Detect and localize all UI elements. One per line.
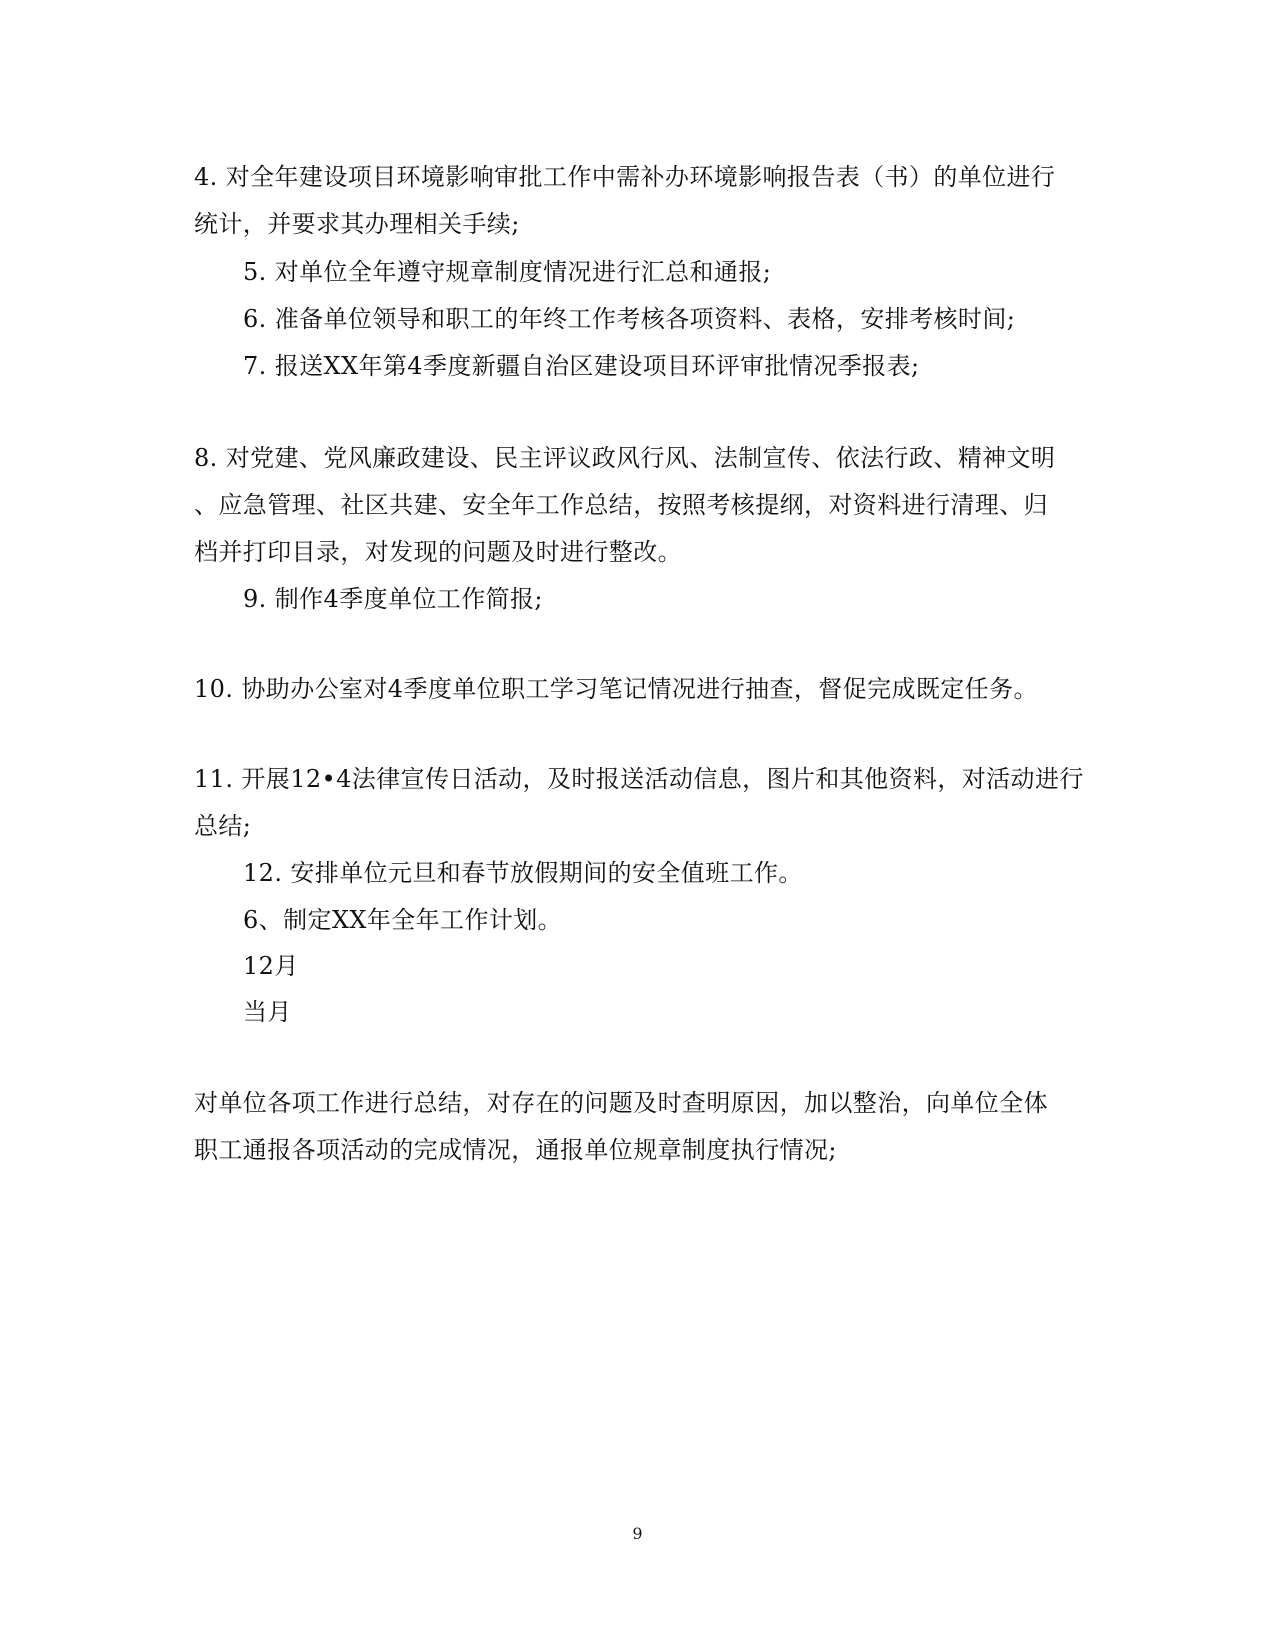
text-line: 、应急管理、社区共建、安全年工作总结，按照考核提纲，对资料进行清理、归 [194, 491, 1048, 519]
text-line: 9. 制作4季度单位工作简报; [243, 585, 543, 613]
text-line: 当月 [243, 998, 292, 1026]
text-line: 12. 安排单位元旦和春节放假期间的安全值班工作。 [243, 859, 803, 887]
text-line: 11. 开展12•4法律宣传日活动，及时报送活动信息，图片和其他资料，对活动进行 [194, 765, 1084, 793]
text-line: 6. 准备单位领导和职工的年终工作考核各项资料、表格，安排考核时间; [243, 305, 1016, 333]
text-line: 职工通报各项活动的完成情况，通报单位规章制度执行情况; [194, 1136, 837, 1164]
text-line: 6、制定XX年全年工作计划。 [243, 906, 563, 934]
page-number: 9 [632, 1524, 643, 1543]
text-line: 档并打印目录，对发现的问题及时进行整改。 [194, 538, 682, 566]
text-line: 对单位各项工作进行总结，对存在的问题及时查明原因，加以整治，向单位全体 [194, 1089, 1048, 1117]
text-line: 12月 [243, 952, 299, 980]
text-line: 8. 对党建、党风廉政建设、民主评议政风行风、法制宣传、依法行政、精神文明 [194, 444, 1056, 472]
text-line: 统计，并要求其办理相关手续; [194, 210, 520, 238]
text-line: 10. 协助办公室对4季度单位职工学习笔记情况进行抽查，督促完成既定任务。 [194, 675, 1038, 703]
text-line: 总结; [194, 812, 252, 840]
text-line: 7. 报送XX年第4季度新疆自治区建设项目环评审批情况季报表; [243, 352, 920, 380]
text-line: 5. 对单位全年遵守规章制度情况进行汇总和通报; [243, 258, 772, 286]
text-line: 4. 对全年建设项目环境影响审批工作中需补办环境影响报告表（书）的单位进行 [194, 163, 1056, 191]
